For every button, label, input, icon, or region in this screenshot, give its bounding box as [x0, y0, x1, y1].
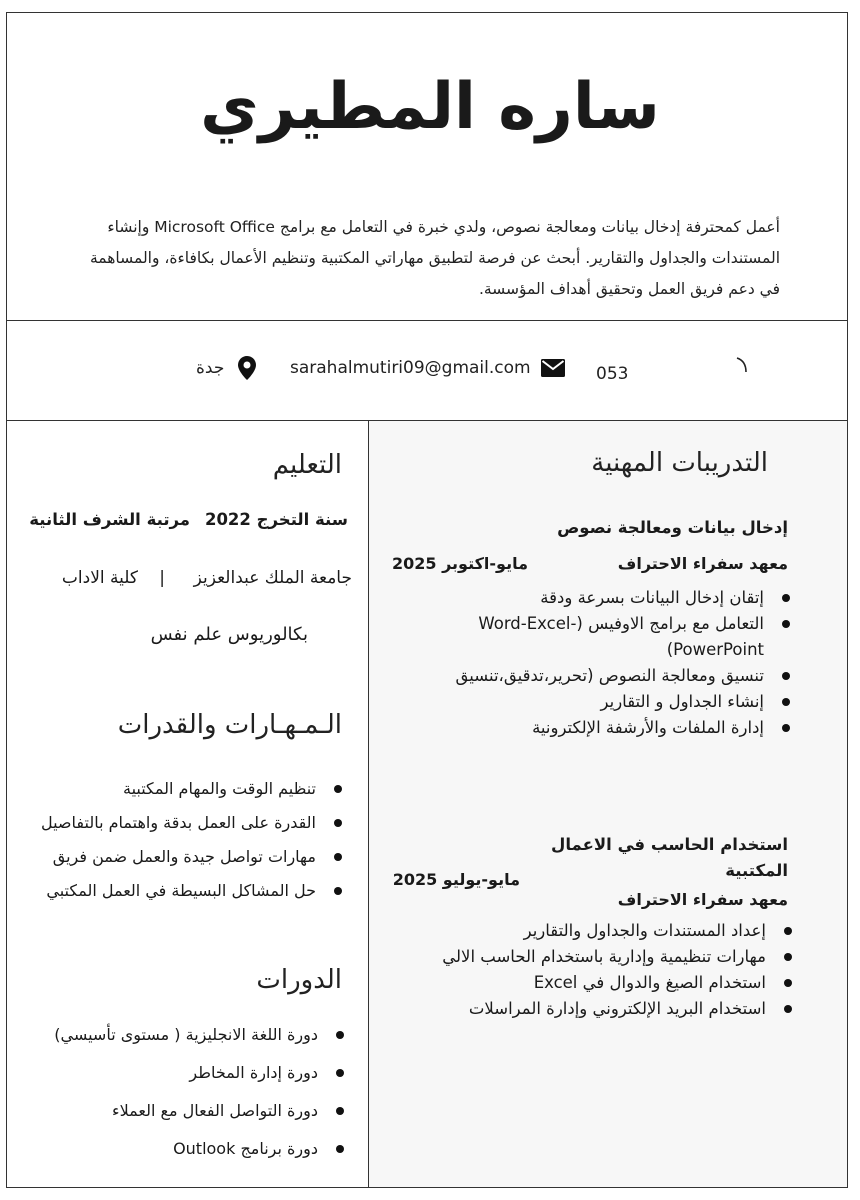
- bullet-icon: [336, 1107, 344, 1115]
- bullet-icon: [784, 953, 792, 961]
- training-2-date: مايو-يوليو 2025: [392, 870, 520, 889]
- bullet-icon: [334, 887, 342, 895]
- bullet-icon: [782, 698, 790, 706]
- bullet-icon: [782, 724, 790, 732]
- list-item: [436, 918, 796, 944]
- list-item-text: دورة التواصل الفعال مع العملاء: [112, 1101, 318, 1120]
- list-item: [454, 689, 794, 715]
- list-item-text: مهارات تنظيمية وإدارية باستخدام الحاسب الالي: [442, 947, 766, 966]
- list-item: [454, 585, 794, 611]
- bullet-icon: [336, 1031, 344, 1039]
- list-item-text: مهارات تواصل جيدة والعمل ضمن فريق: [52, 847, 316, 866]
- list-item-text: إنشاء الجداول و التقارير: [600, 692, 764, 711]
- bullet-icon: [784, 1005, 792, 1013]
- training-1-role: إدخال بيانات ومعالجة نصوص: [557, 518, 788, 537]
- bullet-icon: [782, 594, 790, 602]
- skills-list: [6, 772, 346, 908]
- degree-name: بكالوريوس علم نفس: [150, 624, 308, 645]
- list-item: [454, 611, 794, 663]
- bullet-icon: [782, 672, 790, 680]
- list-item: [6, 806, 346, 840]
- bullet-icon: [784, 927, 792, 935]
- graduation-year: سنة التخرج 2022: [204, 510, 348, 529]
- training-1-list: [454, 585, 794, 741]
- email-text[interactable]: sarahalmutiri09@gmail.com: [290, 358, 531, 378]
- bullet-icon: [334, 819, 342, 827]
- list-item-text: استخدام البريد الإلكتروني وإدارة المراسلات: [468, 999, 766, 1018]
- training-2-role: استخدام الحاسب في الاعمال المكتبية: [551, 835, 788, 880]
- list-item-text: التعامل مع برامج الاوفيس (Word-Excel-PowerPoint): [478, 614, 764, 659]
- candidate-name: ساره المطيري: [200, 70, 660, 144]
- phone-icon: [734, 356, 750, 376]
- list-item: [8, 1054, 348, 1092]
- list-item: [436, 996, 796, 1022]
- list-item: [436, 944, 796, 970]
- contact-location: [196, 352, 256, 384]
- phone-text[interactable]: 053: [596, 364, 629, 384]
- college-name: كلية الاداب: [61, 568, 138, 588]
- bullet-icon: [782, 620, 790, 628]
- list-item-text: دورة اللغة الانجليزية ( مستوى تأسيسي): [54, 1025, 318, 1044]
- skills-title: الـمـهـارات والقدرات: [117, 710, 342, 740]
- list-item-text: حل المشاكل البسيطة في العمل المكتبي: [46, 881, 316, 900]
- list-item-text: تنسيق ومعالجة النصوص (تحرير،تدقيق،تنسيق: [455, 666, 764, 685]
- list-item: [436, 970, 796, 996]
- list-item-text: دورة إدارة المخاطر: [189, 1063, 318, 1082]
- profile-summary: أعمل كمحترفة إدخال بيانات ومعالجة نصوص، ولدي خبرة في التعامل مع برامج Microsoft Office وإنشاء المستندات والجداول والتقارير. أبحث عن فرصة لتطبيق مهاراتي المكتبية وتنظيم الأعمال بكافاءة، والمساهمة في دعم فريق العمل وتحقيق أهداف المؤسسة.: [89, 218, 780, 298]
- list-item: [454, 663, 794, 689]
- honor-degree: مرتبة الشرف الثانية: [29, 510, 190, 529]
- separator: |: [159, 568, 165, 588]
- university-name: جامعة الملك عبدالعزيز: [193, 568, 352, 588]
- list-item: [8, 1016, 348, 1054]
- bullet-icon: [336, 1145, 344, 1153]
- list-item-text: إدارة الملفات والأرشفة الإلكترونية: [532, 718, 764, 737]
- list-item-text: إتقان إدخال البيانات بسرعة ودقة: [540, 588, 764, 607]
- list-item-text: إعداد المستندات والجداول والتقارير: [523, 921, 766, 940]
- bullet-icon: [336, 1069, 344, 1077]
- list-item: [6, 840, 346, 874]
- contact-phone: [596, 358, 628, 390]
- training-1-date: مايو-اكتوبر 2025: [391, 554, 528, 573]
- list-item: [454, 715, 794, 741]
- training-1-org: معهد سفراء الاحتراف: [617, 554, 788, 573]
- envelope-icon: [541, 359, 565, 377]
- location-pin-icon: [238, 356, 256, 380]
- list-item-text: القدرة على العمل بدقة واهتمام بالتفاصيل: [40, 813, 316, 832]
- education-title: التعليم: [272, 450, 342, 480]
- training-2-org: معهد سفراء الاحتراف: [617, 890, 788, 909]
- courses-list: [8, 1016, 348, 1168]
- list-item: [8, 1092, 348, 1130]
- city-text: جدة: [196, 358, 225, 378]
- bullet-icon: [334, 785, 342, 793]
- list-item: [8, 1130, 348, 1168]
- list-item-text: استخدام الصيغ والدوال في Excel: [533, 973, 766, 992]
- bullet-icon: [334, 853, 342, 861]
- trainings-title: التدريبات المهنية: [591, 448, 768, 478]
- list-item-text: دورة برنامج Outlook: [173, 1139, 318, 1158]
- list-item-text: تنظيم الوقت والمهام المكتبية: [122, 779, 316, 798]
- bullet-icon: [784, 979, 792, 987]
- contact-email: [290, 352, 565, 384]
- courses-title: الدورات: [256, 965, 342, 995]
- training-2-list: [436, 918, 796, 1022]
- header-divider: [6, 320, 848, 321]
- list-item: [6, 874, 346, 908]
- list-item: [6, 772, 346, 806]
